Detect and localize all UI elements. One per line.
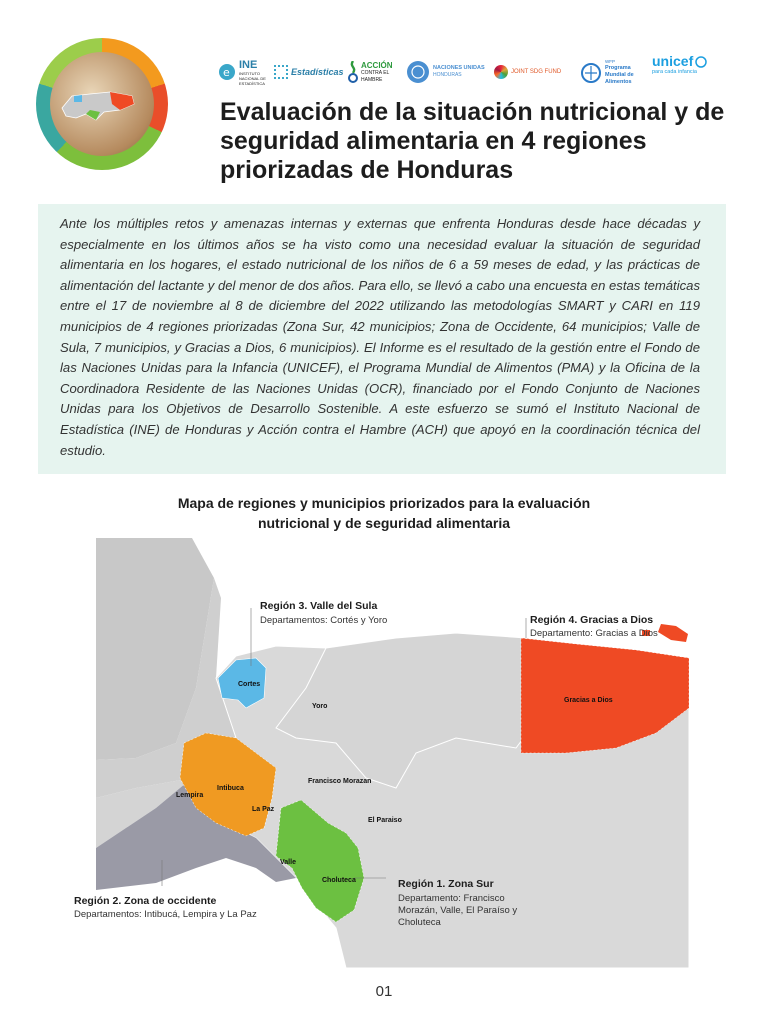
region-3-title: Región 3. Valle del Sula	[260, 600, 378, 612]
dept-label-lempira: Lempira	[176, 792, 204, 799]
accion-icon	[348, 61, 358, 83]
intro-paragraph: Ante los múltiples retos y amenazas internas y externas que enfrenta Honduras desde hace décadas y especialmente en los últimos años se ha visto como una necesidad evaluar la situación de seguridad alimentaria en los hogares, el estado nutricional de los niños de 6 a 59 meses de edad, y las prácticas de alimentación del lactante y del menor de dos años. Para ello, se llevó a cabo una encuesta en estas temáticas entre el 17 de noviembre al 8 de diciembre del 2022 utilizando las metodologías SMART y CARI en 119 municipios de 4 regiones priorizadas (Zona Sur, 42 municipios; Zona de Occidente, 64 municipios; Valle de Sula, 7 municipios, y Gracias a Dios, 6 municipios). El Informe es el resultado de la gestión entre el Fondo de las Naciones Unidas para la Infancia (UNICEF), el Programa Mundial de Alimentos (PMA) y la Oficina de la Coordinadora Residente de las Naciones Unidas (OCR), financiado por el Fondo Conjunto de Naciones Unidas para los Objetivos de Desarrollo Sostenible. A este esfuerzo se sumó el Instituto Nacional de Estadística (INE) de Honduras y Acción contra el Hambre (ACH) que apoyó en la coordinación técnica del estudio.	[60, 216, 700, 458]
region-2-depts: Departamentos: Intibucá, Lempira y La Paz	[74, 909, 257, 920]
dept-label-paraiso: El Paraiso	[368, 817, 402, 824]
region-4-title: Región 4. Gracias a Dios	[530, 614, 654, 626]
dept-label-yoro: Yoro	[312, 703, 328, 710]
un-emblem-icon	[406, 60, 430, 84]
ine-logo: e INE INSTITUTO NACIONAL DE ESTADÍSTICA	[218, 54, 279, 90]
map-title: Mapa de regiones y municipios priorizados para la evaluación nutricional y de seguridad alimentaria	[177, 495, 591, 531]
dept-label-choluteca: Choluteca	[322, 877, 356, 884]
dept-label-cortes: Cortes	[238, 681, 261, 688]
dept-label-valle: Valle	[280, 859, 296, 866]
region-4-depts: Departamento: Gracias a Dios	[530, 628, 658, 639]
dept-label-fmorazan: Francisco Morazan	[308, 778, 372, 785]
dept-label-lapaz: La Paz	[252, 806, 275, 813]
unicef-emblem-icon	[695, 56, 707, 68]
estadisticas-logo: Estadísticas	[274, 54, 344, 90]
regions-map	[74, 538, 689, 968]
region-1-title: Región 1. Zona Sur	[398, 878, 494, 890]
un-honduras-logo: NACIONES UNIDAS HONDURAS	[406, 54, 485, 90]
page-number: 01	[375, 983, 393, 1000]
estadisticas-icon	[274, 65, 288, 79]
honduras-mini-map	[60, 88, 136, 124]
wfp-logo: WFP Programa Mundial de Alimentos	[580, 54, 645, 90]
dept-label-gracias: Gracias a Dios	[564, 697, 613, 704]
partner-logos	[218, 54, 718, 94]
sdg-wheel-icon	[494, 65, 508, 79]
region-2-title: Región 2. Zona de occidente	[74, 895, 217, 907]
intro-box	[38, 204, 726, 474]
region-1-depts: Departamento: Francisco Morazán, Valle, El Paraíso y Choluteca	[398, 893, 518, 928]
page-title: Evaluación de la situación nutricional y de seguridad alimentaria en 4 regiones priorizadas de Honduras	[220, 98, 725, 184]
svg-text:e: e	[223, 66, 230, 79]
accion-logo: ACCIÓN CONTRA EL HAMBRE	[348, 54, 399, 90]
joint-sdg-fund-logo: JOINT SDG FUND	[494, 54, 561, 90]
unicef-logo: unicef para cada infancia	[652, 54, 707, 90]
ine-icon	[218, 63, 236, 81]
region-3-depts: Departamentos: Cortés y Yoro	[260, 615, 388, 626]
wfp-emblem-icon	[580, 60, 602, 84]
dept-label-intibuca: Intibuca	[217, 785, 244, 792]
hero-photo-circle	[36, 38, 168, 170]
